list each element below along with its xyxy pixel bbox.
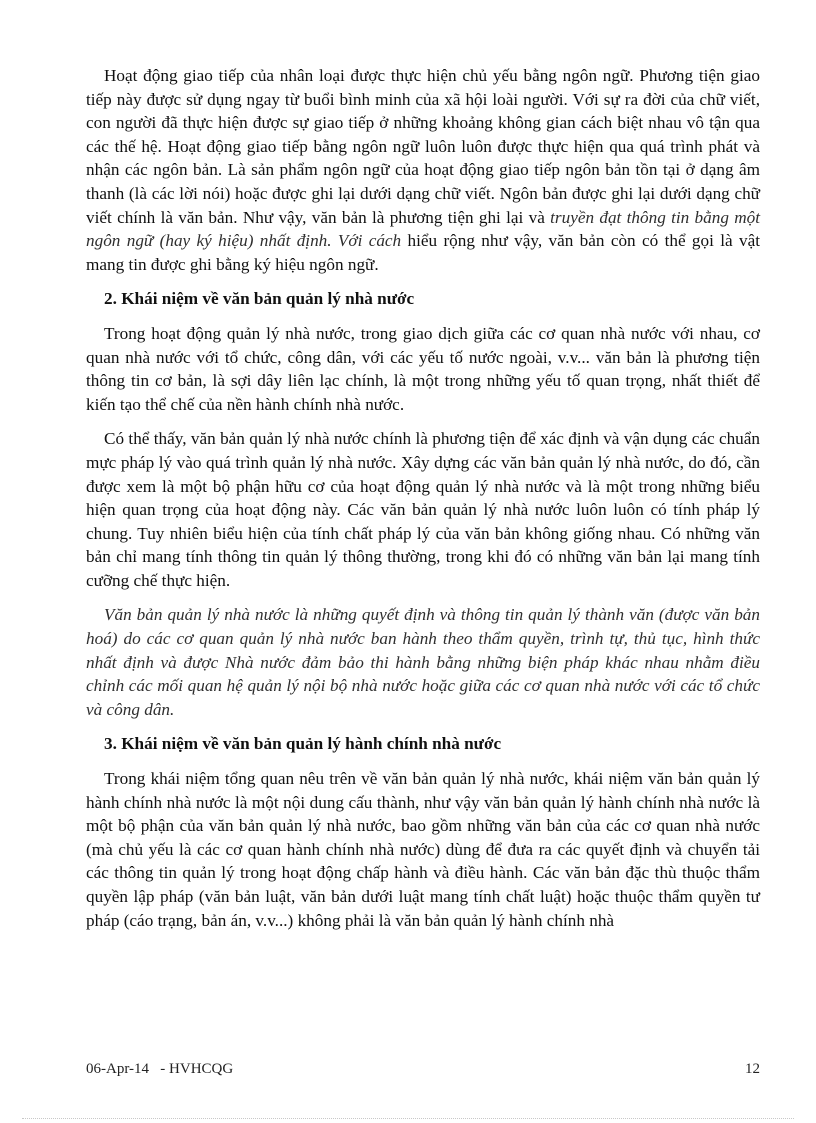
paragraph-1-text-b: hiểu rộng như vậy, văn bản còn có thể gọi là vật mang tin được ghi bằng ký hiệu ngôn ngữ. (86, 231, 760, 274)
document-body (86, 64, 760, 943)
paragraph-1-italic: truyền đạt thông tin bằng một ngôn ngữ (hay ký hiệu) nhất định. Với cách (86, 207, 761, 251)
section-heading-3-label: 3. Khái niệm về văn bản quản lý hành chính nhà nước (104, 734, 502, 754)
page-number: 12 (745, 1061, 760, 1077)
section-heading-3 (104, 732, 760, 756)
section-heading-3-number: 3. (104, 734, 117, 754)
paragraph-5: Trong khái niệm tổng quan nêu trên về văn bản quản lý nhà nước, khái niệm văn bản quản lý hành chính nhà nước là một nội dung cấu thành, như vậy văn bản quản lý hành chính nhà nước là một bộ phận của văn bản quản lý nhà nước, bao gồm những văn bản của các cơ quan nhà nước (mà chủ yếu là các cơ quan hành chính nhà nước) dùng để đưa ra các quyết định và chuyển tải các thông tin quản lý trong hoạt động chấp hành và điều hành. Các văn bản đặc thù thuộc thẩm quyền lập pháp (văn bản luật, văn bản dưới luật mang tính chất luật) hoặc thuộc thẩm quyền tư pháp (cáo trạng, bản án, v.v...) không phải là văn bản quản lý hành chính nhà (86, 769, 760, 930)
paragraph-3: Có thể thấy, văn bản quản lý nhà nước chính là phương tiện để xác định và vận dụng các chuẩn mực pháp lý vào quá trình quản lý nhà nước. Xây dựng các văn bản quản lý nhà nước, do đó, cần được xem là một bộ phận hữu cơ của hoạt động quản lý nhà nước và là một trong những biểu hiện quan trọng của hoạt động này. Các văn bản quản lý nhà nước luôn luôn có tính pháp lý chung. Tuy nhiên biểu hiện của tính chất pháp lý của văn bản không giống nhau. Có những văn bản chỉ mang tính thông tin quản lý thông thường, trong khi đó có những văn bản lại mang tính cưỡng chế thực hiện. (86, 429, 760, 590)
footer-date: 06-Apr-14 (86, 1061, 150, 1077)
section-heading-2-number: 2. (104, 289, 117, 309)
page-footer (86, 1061, 760, 1078)
page-bottom-divider (22, 1118, 794, 1119)
paragraph-2: Trong hoạt động quản lý nhà nước, trong giao dịch giữa các cơ quan nhà nước với nhau, cơ quan nhà nước với tổ chức, công dân, với các yếu tố nước ngoài, v.v... văn bản là phương tiện thông tin cơ bản, là sợi dây liên lạc chính, là một trong những yếu tố quan trọng, nhất thiết để kiến tạo thể chế của nền hành chính nhà nước. (86, 323, 760, 414)
footer-source: - HVHCQG (160, 1061, 234, 1077)
section-heading-2-label: 2. Khái niệm về văn bản quản lý nhà nước (104, 289, 415, 309)
section-heading-2 (104, 287, 760, 311)
footer-left (86, 1061, 233, 1078)
paragraph-1 (86, 64, 760, 276)
paragraph-1-text-a: Hoạt động giao tiếp của nhân loại được thực hiện chủ yếu bằng ngôn ngữ. Phương tiện giao tiếp này được sử dụng ngay từ buổi bình minh của xã hội loài người. Với sự ra đời của chữ viết, con người đã thực hiện được sự giao tiếp ở những khoảng không gian cách biệt nhau vô tận qua các thế hệ. Hoạt động giao tiếp bằng ngôn ngữ luôn luôn được thực hiện qua quá trình phát và nhận các ngôn bản. Là sản phẩm ngôn ngữ của hoạt động giao tiếp ngôn bản tồn tại ở dạng âm thanh (là các lời nói) hoặc được ghi lại dưới dạng chữ viết. Ngôn bản được ghi lại dưới dạng chữ viết chính là văn bản. Như vậy, văn bản là phương tiện ghi lại và (86, 66, 760, 227)
definition-paragraph: Văn bản quản lý nhà nước là những quyết định và thông tin quản lý thành văn (được văn bản hoá) do các cơ quan quản lý nhà nước ban hành theo thẩm quyền, trình tự, thủ tục, hình thức nhất định và được Nhà nước đảm bảo thi hành bằng những biện pháp khác nhau nhằm điều chỉnh các mối quan hệ quản lý nội bộ nhà nước hoặc giữa các cơ quan nhà nước với các tổ chức và công dân. (86, 605, 760, 719)
